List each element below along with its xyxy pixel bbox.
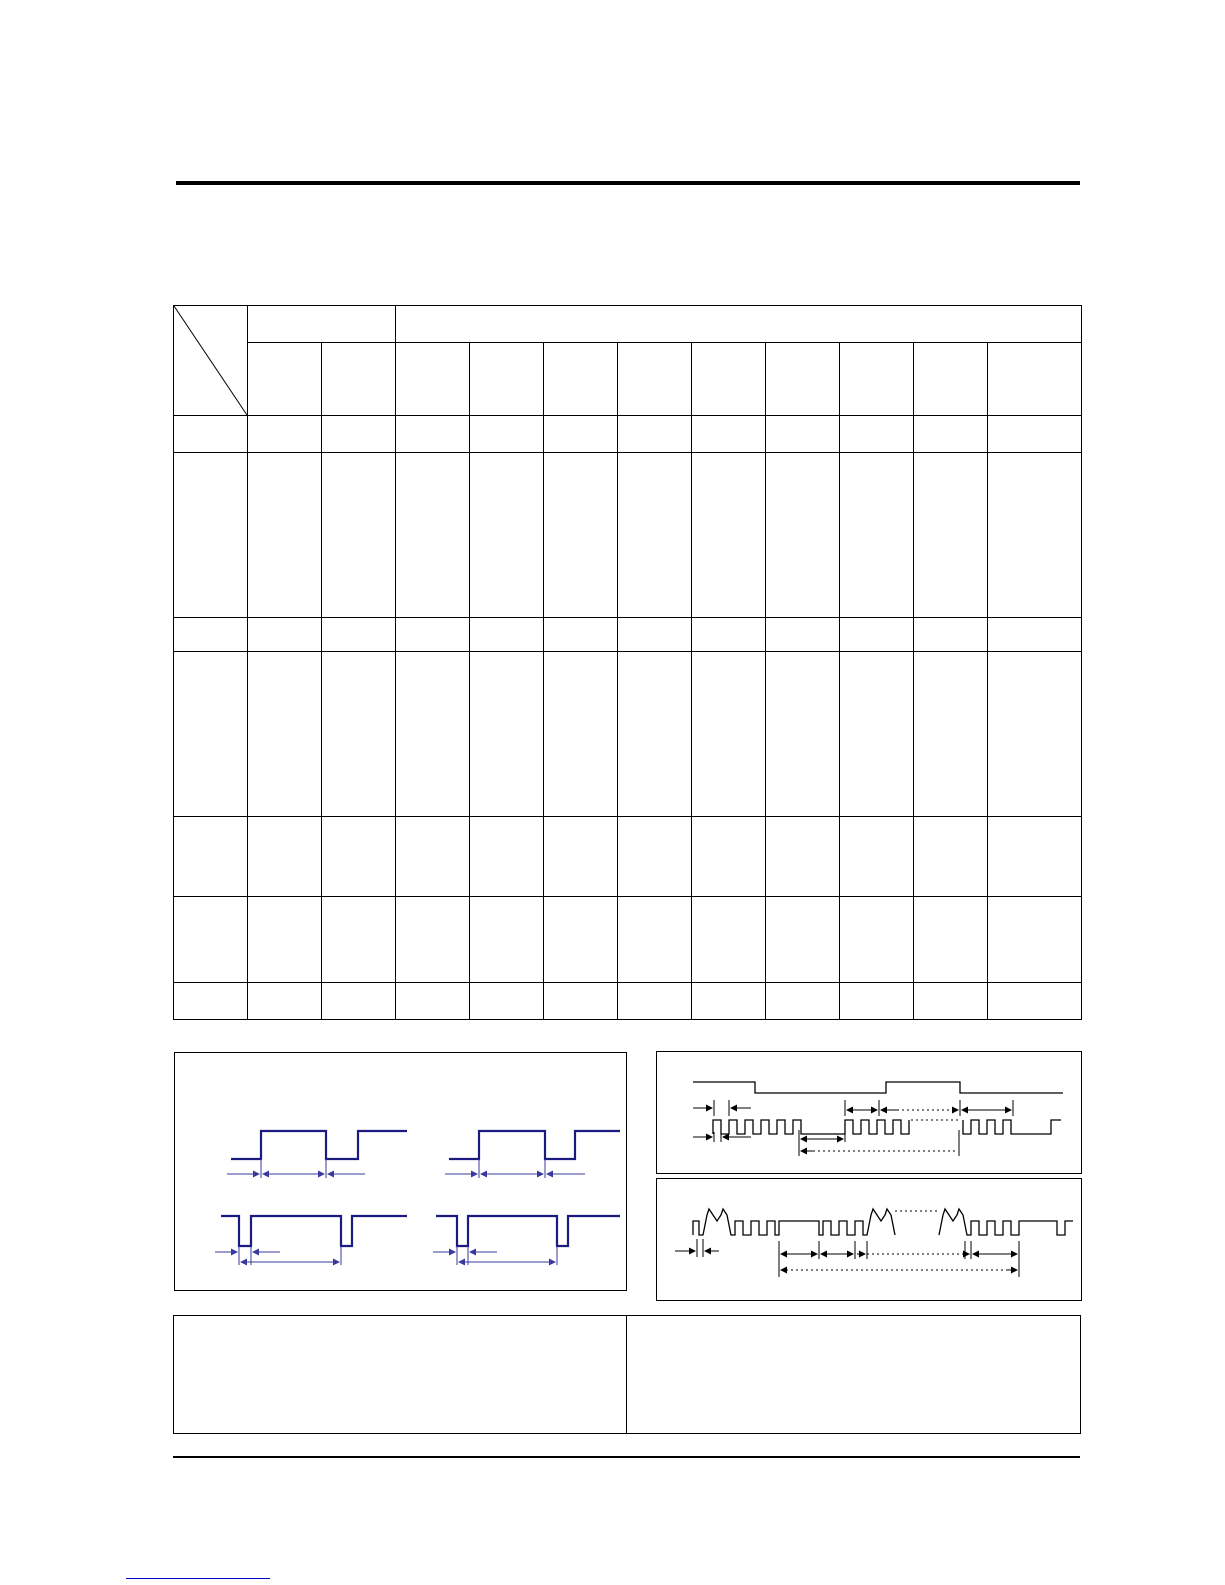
bus-timing-waveforms-b bbox=[657, 1179, 1081, 1300]
table-cell bbox=[470, 618, 544, 652]
table-cell bbox=[840, 618, 914, 652]
table-cell bbox=[618, 416, 692, 453]
table-cell bbox=[248, 897, 322, 983]
bottom-rule bbox=[173, 1456, 1080, 1458]
table-cell bbox=[766, 652, 840, 817]
serial-data-waveform bbox=[693, 1209, 895, 1235]
row-header bbox=[174, 416, 248, 453]
table-cell bbox=[840, 652, 914, 817]
col-header bbox=[322, 343, 396, 416]
table-cell bbox=[470, 652, 544, 817]
row-header bbox=[174, 897, 248, 983]
footer-link-underline[interactable] bbox=[126, 1578, 270, 1579]
table-cell bbox=[840, 453, 914, 618]
table-cell bbox=[914, 817, 988, 897]
table-cell bbox=[544, 983, 618, 1020]
table-cell bbox=[544, 817, 618, 897]
h-sync-positive-waveform bbox=[231, 1131, 407, 1159]
table-cell bbox=[618, 618, 692, 652]
table-cell bbox=[322, 983, 396, 1020]
table-cell bbox=[988, 416, 1082, 453]
table-cell bbox=[840, 897, 914, 983]
table-row bbox=[174, 416, 1082, 453]
table-cell bbox=[988, 453, 1082, 618]
top-rule bbox=[176, 181, 1080, 185]
row-header bbox=[174, 983, 248, 1020]
table-cell bbox=[248, 453, 322, 618]
col-header bbox=[544, 343, 618, 416]
table-row bbox=[174, 817, 1082, 897]
table-cell bbox=[322, 416, 396, 453]
table-cell bbox=[766, 983, 840, 1020]
table-cell bbox=[396, 983, 470, 1020]
col-header bbox=[840, 343, 914, 416]
table-cell bbox=[396, 618, 470, 652]
table-cell bbox=[840, 416, 914, 453]
table-cell bbox=[692, 652, 766, 817]
table-cell bbox=[988, 983, 1082, 1020]
col-header bbox=[988, 343, 1082, 416]
table-cell bbox=[544, 618, 618, 652]
table-cell bbox=[470, 897, 544, 983]
table-cell bbox=[988, 652, 1082, 817]
table-cell bbox=[248, 618, 322, 652]
table-cell bbox=[248, 652, 322, 817]
data-line-waveform bbox=[693, 1082, 1063, 1093]
table-cell bbox=[470, 817, 544, 897]
table-cell bbox=[544, 453, 618, 618]
table-cell bbox=[692, 897, 766, 983]
table-cell bbox=[988, 897, 1082, 983]
table-cell bbox=[766, 897, 840, 983]
table-cell bbox=[322, 453, 396, 618]
v-sync-positive-waveform bbox=[449, 1131, 620, 1159]
table-cell bbox=[914, 416, 988, 453]
row-header bbox=[174, 453, 248, 618]
table-cell bbox=[322, 618, 396, 652]
table-cell bbox=[766, 817, 840, 897]
table-cell bbox=[692, 416, 766, 453]
table-cell bbox=[914, 983, 988, 1020]
notes-box bbox=[173, 1315, 1081, 1434]
timing-table bbox=[173, 305, 1082, 1020]
row-header bbox=[174, 817, 248, 897]
clock-line-waveform bbox=[713, 1120, 909, 1134]
table-cell bbox=[322, 817, 396, 897]
table-cell bbox=[618, 983, 692, 1020]
table-row bbox=[174, 897, 1082, 983]
table-cell bbox=[396, 652, 470, 817]
table-cell bbox=[470, 416, 544, 453]
col-header bbox=[692, 343, 766, 416]
table-cell bbox=[470, 983, 544, 1020]
table-cell bbox=[692, 618, 766, 652]
bus-timing-diagram-b-panel bbox=[656, 1178, 1082, 1301]
col-header bbox=[470, 343, 544, 416]
table-cell bbox=[248, 416, 322, 453]
table-row bbox=[174, 652, 1082, 817]
table-row bbox=[174, 983, 1082, 1020]
col-header bbox=[618, 343, 692, 416]
table-cell bbox=[692, 817, 766, 897]
header-group-1 bbox=[248, 306, 396, 343]
table-cell bbox=[396, 817, 470, 897]
table-cell bbox=[544, 416, 618, 453]
table-cell bbox=[766, 416, 840, 453]
col-header bbox=[396, 343, 470, 416]
col-header bbox=[766, 343, 840, 416]
table-cell bbox=[396, 416, 470, 453]
table-cell bbox=[544, 652, 618, 817]
table-cell bbox=[396, 453, 470, 618]
table-cell bbox=[248, 817, 322, 897]
table-cell bbox=[988, 817, 1082, 897]
diagonal-line bbox=[174, 306, 247, 415]
table-cell bbox=[766, 618, 840, 652]
table-cell bbox=[766, 453, 840, 618]
table-cell bbox=[914, 618, 988, 652]
sync-timing-waveforms bbox=[175, 1053, 626, 1290]
table-cell bbox=[692, 453, 766, 618]
col-header bbox=[914, 343, 988, 416]
table-cell bbox=[618, 453, 692, 618]
h-sync-negative-waveform bbox=[221, 1216, 407, 1246]
table-cell bbox=[692, 983, 766, 1020]
table-cell bbox=[322, 652, 396, 817]
corner-diagonal-cell bbox=[174, 306, 248, 416]
table-cell bbox=[618, 652, 692, 817]
notes-divider bbox=[626, 1316, 627, 1433]
table-cell bbox=[322, 897, 396, 983]
sync-timing-diagram-panel bbox=[174, 1052, 627, 1291]
bus-timing-diagram-a-panel bbox=[656, 1051, 1082, 1174]
table-cell bbox=[618, 897, 692, 983]
row-header bbox=[174, 618, 248, 652]
table-cell bbox=[914, 897, 988, 983]
col-header bbox=[248, 343, 322, 416]
table-cell bbox=[988, 618, 1082, 652]
v-sync-negative-waveform bbox=[436, 1216, 620, 1246]
table-cell bbox=[914, 453, 988, 618]
table-row bbox=[174, 618, 1082, 652]
table-cell bbox=[914, 652, 988, 817]
table-row bbox=[174, 453, 1082, 618]
table-cell bbox=[840, 983, 914, 1020]
table-cell bbox=[618, 817, 692, 897]
table-cell bbox=[248, 983, 322, 1020]
table-cell bbox=[840, 817, 914, 897]
table-cell bbox=[396, 897, 470, 983]
table-cell bbox=[470, 453, 544, 618]
header-group-2 bbox=[396, 306, 1082, 343]
table-cell bbox=[544, 897, 618, 983]
bus-timing-waveforms-a bbox=[657, 1052, 1081, 1173]
row-header bbox=[174, 652, 248, 817]
